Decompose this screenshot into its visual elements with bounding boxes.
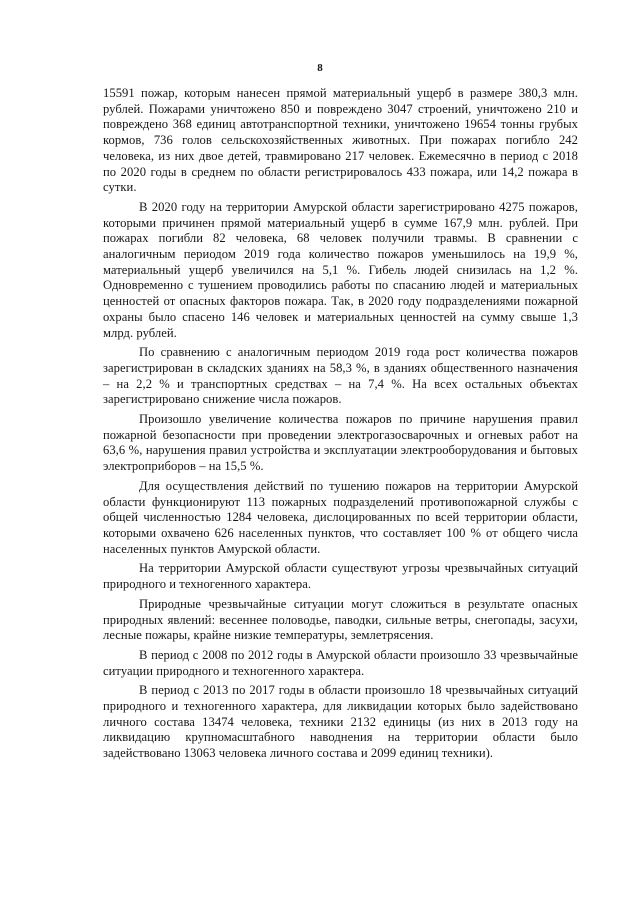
body-text [103,86,578,766]
paragraph-2020-fires: В 2020 году на территории Амурской области зарегистрировано 4275 пожаров, которыми причинен прямой материальный ущерб в сумме 167,9 млн. рублей. При пожарах погибли 82 человека, 68 человек получили травмы. В сравнении с аналогичным периодом 2019 года количество пожаров уменьшилось на 19,9 %, материальный ущерб увеличился на 5,1 %. Гибель людей снизилась на 1,2 %. Одновременно с тушением проводились работы по спасанию людей и материальных ценностей от опасных факторов пожара. Так, в 2020 году подразделениями пожарной охраны было спасено 146 человек и материальных ценностей на сумму свыше 1,3 млрд. рублей. [103,199,578,340]
paragraph-natural-emergencies: Природные чрезвычайные ситуации могут сложиться в результате опасных природных явлений: весеннее половодье, паводки, сильные ветры, снегопады, засухи, лесные пожары, крайне низкие температуры, землетрясения. [103,596,578,643]
paragraph-fire-growth: По сравнению с аналогичным периодом 2019 года рост количества пожаров зарегистрирован в складских зданиях на 58,3 %, в зданиях общественного назначения – на 2,2 % и транспортных средствах – на 7,4 %. На всех остальных объектах зарегистрировано снижение числа пожаров. [103,345,578,407]
paragraph-fire-statistics: 15591 пожар, которым нанесен прямой материальный ущерб в размере 380,3 млн. рублей. Пожарами уничтожено 850 и повреждено 3047 строений, уничтожено 210 и повреждено 368 единиц автотранспортной техники, уничтожено 19654 тонны грубых кормов, 736 голов сельскохозяйственных животных. При пожарах погибло 242 человека, из них двое детей, травмировано 217 человек. Ежемесячно в период с 2018 по 2020 годы в среднем по области регистрировалось 433 пожара, или 14,2 пожара в сутки. [103,86,578,195]
page-number: 8 [317,62,323,74]
paragraph-fire-causes: Произошло увеличение количества пожаров по причине нарушения правил пожарной безопасности при проведении электрогазосварочных и огневых работ на 63,6 %, нарушения правил устройства и эксплуатации электрооборудования и бытовых электроприборов – на 15,5 %. [103,412,578,474]
paragraph-fire-units: Для осуществления действий по тушению пожаров на территории Амурской области функционируют 113 пожарных подразделений противопожарной службы с общей численностью 1284 человека, дислоцированных по всей территории области, которыми охвачено 626 населенных пунктов, что составляет 100 % от общего числа населенных пунктов Амурской области. [103,478,578,556]
paragraph-2008-2012: В период с 2008 по 2012 годы в Амурской области произошло 33 чрезвычайные ситуации природного и техногенного характера. [103,647,578,678]
paragraph-emergency-threats: На территории Амурской области существуют угрозы чрезвычайных ситуаций природного и техногенного характера. [103,561,578,592]
paragraph-2013-2017: В период с 2013 по 2017 годы в области произошло 18 чрезвычайных ситуаций природного и техногенного характера, для ликвидации которых было задействовано личного состава 13474 человека, техники 2132 единицы (из них в 2013 году на ликвидацию крупномасштабного наводнения на территории области было задействовано 13063 человека личного состава и 2099 единиц техники). [103,683,578,761]
